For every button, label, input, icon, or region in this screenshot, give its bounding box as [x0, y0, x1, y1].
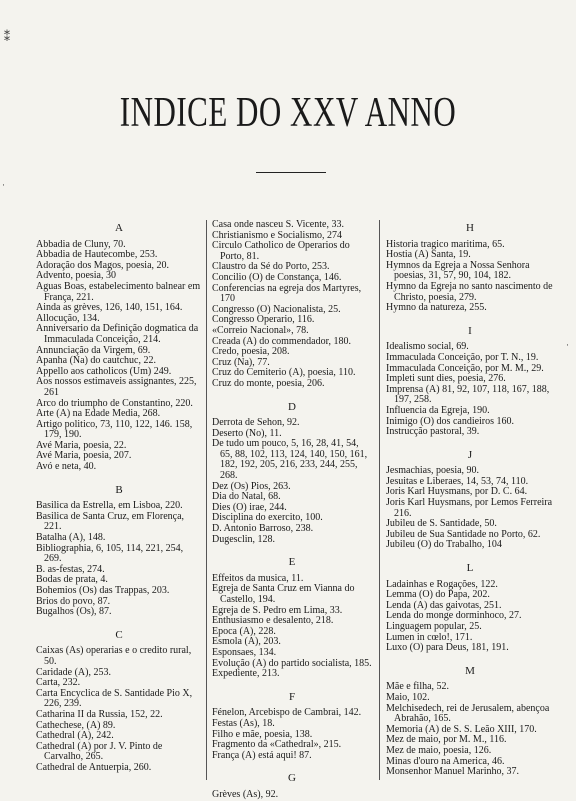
index-section [212, 545, 372, 680]
margin-mark: · [566, 340, 569, 350]
index-entry: Deserto (No), 11. [212, 427, 282, 439]
section-gap [212, 545, 372, 554]
title-rule [256, 172, 326, 173]
section-gap [386, 654, 554, 663]
index-entry: Expediente, 213. [212, 668, 280, 680]
index-entry: Lemma (O) do Papa, 202. [386, 589, 490, 601]
index-entry: Abbadia de Cluny, 70. [36, 238, 126, 250]
index-entry: Immaculada Conceição, por M. M., 29. [386, 362, 544, 374]
index-entry: Christianismo e Socialismo, 274 [212, 229, 342, 241]
index-entry: Jesuitas e Liberaes, 14, 53, 74, 110. [386, 475, 529, 487]
index-entry: Bugalhos (Os), 87. [36, 606, 112, 618]
index-entry: Casa onde nasceu S. Vicente, 33. [212, 219, 344, 230]
margin-mark: · [2, 180, 5, 190]
index-entry: Esmola (A), 203. [212, 636, 281, 648]
index-entry: Creada (A) do commendador, 180. [212, 335, 351, 347]
section-letter: G [288, 772, 296, 785]
index-entry: Fénelon, Arcebispo de Cambrai, 142. [212, 707, 362, 719]
index-entry: Batalha (A), 148. [36, 532, 106, 544]
index-entry: Dez (Os) Pios, 263. [212, 480, 291, 492]
index-entry: Circulo Catholico de Operarios do Porto, 81. [212, 240, 350, 262]
index-entry: Esponsaes, 134. [212, 646, 277, 658]
index-entry: Monsenhor Manuel Marinho, 37. [386, 766, 520, 778]
index-entry: Artigo politico, 73, 110, 122, 146. 158, 179, 190. [36, 418, 193, 441]
index-entry: Cathedral de Antuerpia, 260. [36, 761, 152, 773]
index-entry: Basilica de Santa Cruz, em Florença, 221. [36, 510, 185, 533]
index-entry: Basilica da Estrella, em Lisboa, 220. [36, 500, 183, 512]
index-entry: Historia tragico maritima, 65. [386, 238, 505, 250]
section-letter: A [115, 222, 123, 234]
section-letter: I [468, 324, 472, 337]
index-entry: De tudo um pouco, 5, 16, 28, 41, 54, 65, 88, 102, 113, 124, 140, 150, 161, 182, 192, 205, 216, 233, 244, 255, 268. [212, 438, 368, 482]
index-entry: Joris Karl Huysmans, por D. C. 64. [386, 486, 528, 498]
index-entry: Aos nossos estimaveis assignantes, 225, 261 [36, 376, 197, 398]
index-entry: Congresso (O) Nacionalista, 25. [212, 303, 341, 315]
index-entry: Advento, poesia, 30 [36, 270, 116, 282]
index-entry: Joris Karl Huysmans, por Lemos Ferreira 216. [386, 497, 553, 519]
section-gap [212, 761, 372, 770]
index-section [36, 618, 202, 774]
index-entry: Jubileu de S. Santidade, 50. [386, 518, 497, 530]
index-entry: Influencia da Egreja, 190. [386, 404, 490, 416]
index-entry: Melchisedech, rei de Jerusalem, abençoa Abrahão, 165. [386, 702, 550, 725]
index-section [386, 551, 554, 654]
index-entry: Memoria (A) de S. S. Leão XIII, 170. [386, 723, 537, 735]
page-title: INDICE DO XXV ANNO [119, 88, 457, 136]
index-entry: Concilio (O) de Constança, 146. [212, 271, 342, 283]
section-gap [36, 618, 202, 627]
section-gap [212, 680, 372, 689]
section-letter: J [467, 448, 473, 461]
index-entry: Aguas Boas, estabelecimento balnear em França, 221. [36, 280, 201, 303]
index-entry: Bibliographia, 6, 105, 114, 221, 254, 269. [36, 542, 184, 565]
index-entry: Epoca (A), 228. [212, 625, 276, 637]
index-entry: Conferencias na egreja dos Martyres, 170 [212, 282, 362, 305]
index-section [212, 220, 372, 390]
index-entry: Grèves (As), 92. [212, 788, 279, 800]
index-entry: Hostia (A) Santa, 19. [386, 249, 471, 261]
index-entry: Instrucção pastoral, 39. [386, 426, 480, 438]
index-entry: Imprensa (A) 81, 92, 107, 118, 167, 188, 197, 258. [386, 383, 550, 406]
section-gap [36, 473, 202, 482]
index-column-1 [36, 220, 202, 774]
index-entry: «Correio Nacional», 78. [212, 324, 309, 336]
index-entry: Luxo (O) para Deus, 181, 191. [386, 642, 509, 654]
index-entry: Lumen in cœlo!, 171. [386, 631, 473, 643]
index-entry: Claustro da Sé do Porto, 253. [212, 261, 330, 273]
index-entry: Cruz (Na), 77. [212, 356, 270, 368]
index-section [212, 390, 372, 546]
index-section [386, 223, 554, 314]
section-letter: D [288, 400, 296, 413]
index-entry: Catharina II da Russia, 152, 22. [36, 708, 163, 720]
index-entry: Ainda as grèves, 126, 140, 151, 164. [36, 302, 183, 314]
index-entry: Maio, 102. [386, 691, 430, 703]
index-entry: Apanha (Na) do cautchuc, 22. [36, 355, 156, 367]
index-entry: Dia do Natal, 68. [212, 491, 281, 503]
index-column-3 [386, 220, 554, 778]
index-entry: Ladainhas e Rogações, 122. [386, 578, 498, 590]
index-entry: Congresso Operario, 116. [212, 314, 315, 326]
index-entry: Hymno da natureza, 255. [386, 302, 487, 314]
index-section [36, 473, 202, 618]
index-section [212, 680, 372, 762]
index-section [212, 761, 372, 800]
section-gap [386, 314, 554, 323]
index-entry: Appello aos catholicos (Um) 249. [36, 365, 172, 377]
section-gap [386, 551, 554, 560]
index-entry: Cathedral (A), 242. [36, 730, 114, 742]
index-entry: Arco do triumpho de Constantino, 220. [36, 397, 193, 409]
index-entry: Bohemios (Os) das Trappas, 203. [36, 585, 170, 596]
index-entry: D. Antonio Barroso, 238. [212, 523, 314, 535]
index-entry: Impleti sunt dies, poesia, 276. [386, 373, 506, 385]
index-entry: Jubileu (O) do Trabalho, 104 [386, 539, 502, 551]
index-entry: Inimigo (O) dos candieiros 160. [386, 415, 515, 427]
index-entry: Cathechese, (A) 89. [36, 719, 116, 731]
index-entry: Idealismo social, 69. [386, 341, 469, 353]
index-entry: Mãe e filha, 52. [386, 681, 450, 693]
index-entry: Avé Maria, poesia, 22. [36, 439, 127, 451]
index-entry: Allocução, 134. [36, 312, 100, 324]
index-entry: Lenda (A) das gaivotas, 251. [386, 599, 502, 611]
index-entry: Fragmento da «Cathedral», 215. [212, 739, 342, 751]
index-entry: Avé Maria, poesia, 207. [36, 450, 132, 462]
index-entry: Dies (O) irae, 244. [212, 501, 287, 513]
section-letter: E [288, 556, 296, 569]
section-letter: F [288, 690, 296, 703]
index-entry: Filho e mãe, poesia, 138. [212, 728, 313, 740]
index-entry: Immaculada Conceição, por T. N., 19. [386, 351, 539, 363]
index-entry: Jubileu de Sua Santidade no Porto, 62. [386, 528, 541, 540]
index-entry: Linguagem popular, 25. [386, 621, 482, 632]
index-entry: Abbadia de Hautecombe, 253. [36, 249, 158, 261]
section-gap [386, 438, 554, 447]
index-entry: Avó e neta, 40. [36, 461, 97, 473]
index-entry: Hymnos da Egreja a Nossa Senhora poesias, 31, 57, 90, 104, 182. [386, 259, 530, 282]
index-entry: Cruz do Cemiterio (A), poesia, 110. [212, 367, 356, 379]
section-gap [212, 390, 372, 399]
index-entry: Anniversario da Definição dogmatica da Immaculada Conceição, 214. [36, 323, 199, 345]
index-entry: Effeitos da musica, 11. [212, 572, 304, 584]
index-entry: Derrota de Sehon, 92. [212, 417, 300, 429]
index-entry: Cathedral (A) por J. V. Pinto de Carvalho, 265. [36, 740, 163, 763]
index-section [36, 223, 202, 473]
index-entry: Evolução (A) do partido socialista, 185. [212, 657, 372, 669]
index-entry: Egreja de S. Pedro em Lima, 33. [212, 604, 343, 616]
index-entry: Brios do povo, 87. [36, 595, 111, 607]
section-letter: C [115, 628, 123, 641]
section-letter: L [466, 562, 474, 575]
index-column-2 [212, 220, 372, 801]
index-entry: Annunciação da Virgem, 69. [36, 344, 151, 356]
index-entry: Jesmachias, poesia, 90. [386, 465, 480, 477]
index-entry: Mez de maio, poesia, 126. [386, 744, 492, 756]
section-letter: B [115, 483, 123, 496]
index-entry: Carta, 232. [36, 677, 81, 689]
index-section [386, 438, 554, 551]
margin-mark: ⁑ [4, 30, 10, 44]
column-divider [379, 220, 380, 780]
index-entry: Festas (As), 18. [212, 717, 275, 729]
section-letter: M [465, 664, 475, 677]
index-section [386, 654, 554, 778]
index-entry: Mez de maio, por M. M., 116. [386, 734, 507, 746]
index-entry: Dugesclin, 128. [212, 533, 276, 545]
index-entry: Egreja de Santa Cruz em Vianna do Castello, 194. [212, 583, 355, 605]
index-section [386, 314, 554, 438]
index-entry: Enthusiasmo e desalento, 218. [212, 615, 334, 627]
section-letter: H [466, 222, 474, 234]
index-entry: Adoração dos Magos, poesia, 20. [36, 259, 170, 271]
index-entry: Arte (A) na Edade Media, 268. [36, 408, 161, 420]
index-entry: Caridade (A), 253. [36, 666, 111, 678]
index-entry: B. as-festas, 274. [36, 563, 105, 575]
index-entry: Disciplina do exercito, 100. [212, 512, 323, 524]
index-entry: Cruz do monte, poesia, 206. [212, 377, 325, 389]
column-divider [206, 220, 207, 780]
index-entry: Carta Encyclica de S. Santidade Pio X, 226, 239. [36, 687, 193, 710]
index-entry: Credo, poesia, 208. [212, 346, 290, 358]
index-entry: Lenda do monge dorminhoco, 27. [386, 610, 522, 622]
index-entry: Bodas de prata, 4. [36, 574, 108, 586]
index-entry: Minas d'ouro na America, 46. [386, 755, 505, 767]
index-entry: Caixas (As) operarias e o credito rural, 50. [36, 645, 192, 667]
index-entry: França (A) está aqui! 87. [212, 749, 312, 761]
index-entry: Hymno da Egreja no santo nascimento de Christo, poesia, 279. [386, 280, 553, 303]
